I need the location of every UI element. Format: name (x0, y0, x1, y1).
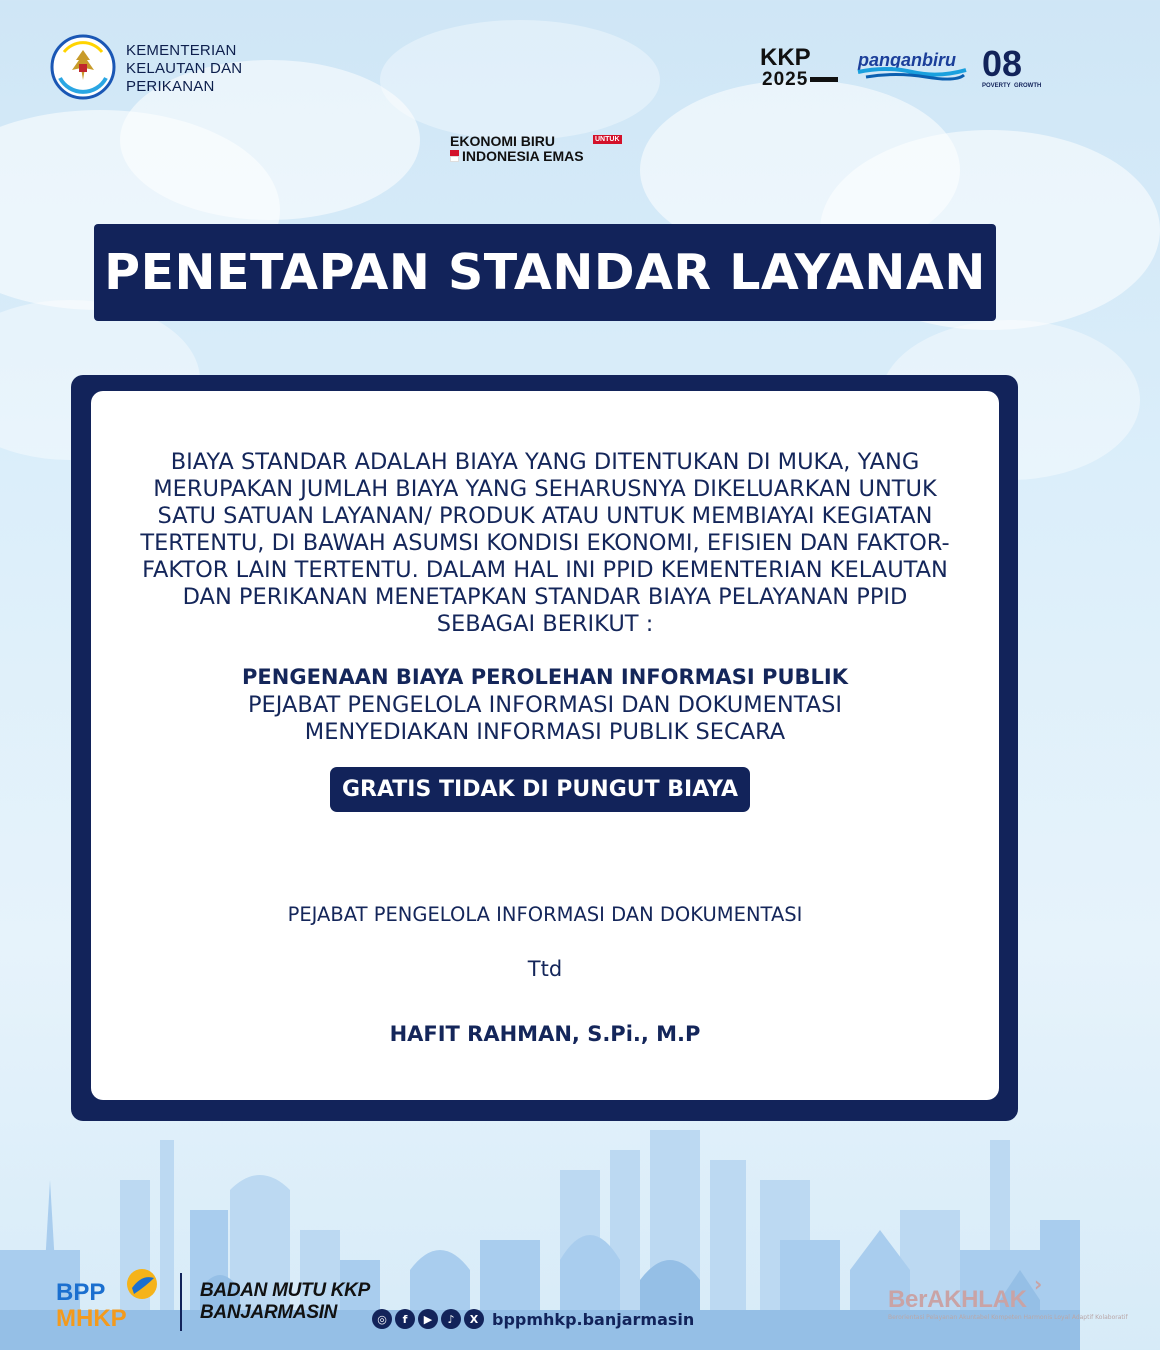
tiktok-icon[interactable]: ♪ (441, 1309, 461, 1329)
eight-percent-growth-logo (982, 42, 1042, 90)
berakhlak-logo (888, 1272, 1128, 1326)
instagram-icon[interactable]: ◎ (372, 1309, 392, 1329)
free-of-charge-badge: GRATIS TIDAK DI PUNGUT BIAYA (330, 767, 750, 812)
ministry-name-line: KELAUTAN DAN (126, 60, 243, 77)
ministry-name-line: PERIKANAN (126, 78, 215, 95)
footer-divider (180, 1273, 182, 1331)
ministry-name (126, 42, 242, 96)
berakhlak-subtitle: Berorientasi Pelayanan Akuntabel Kompeten Harmonis Loyal Adaptif Kolaboratif (888, 1314, 1128, 1321)
signature-ttd: Ttd (527, 957, 563, 981)
growth-logo-left-caption: POVERTY (982, 83, 1011, 89)
kkp-2025-logo-bottom: 2025 (762, 69, 809, 90)
section-subheading: PENGENAAN BIAYA PEROLEHAN INFORMASI PUBLIK (242, 665, 848, 689)
x-icon[interactable]: X (464, 1309, 484, 1329)
standard-cost-paragraph: BIAYA STANDAR ADALAH BIAYA YANG DITENTUKAN DI MUKA, YANG MERUPAKAN JUMLAH BIAYA YANG SEHARUSNYA DIKELUARKAN UNTUK SATU SATUAN LAYANAN/ PRODUK ATAU UNTUK MEMBIAYAI KEGIATAN TERTENTU, DI BAWAH ASUMSI KONDISI EKONOMI, EFISIEN DAN FAKTOR-FAKTOR LAIN TERTENTU. DALAM HAL INI PPID KEMENTERIAN KELAUTAN DAN PERIKANAN MENETAPKAN STANDAR BIAYA PELAYANAN PPID SEBAGAI BERIKUT : (140, 449, 950, 637)
ministry-name-line: KEMENTERIAN (126, 42, 237, 59)
title-banner (94, 224, 996, 321)
badan-mutu-label (200, 1280, 370, 1324)
growth-logo-right-caption: GROWTH (1014, 83, 1042, 89)
kkp-2025-logo-top: KKP (760, 44, 811, 71)
youtube-icon[interactable]: ▶ (418, 1309, 438, 1329)
slogan-line-1: EKONOMI BIRU (450, 133, 555, 149)
official-title: PEJABAT PENGELOLA INFORMASI DAN DOKUMENTASI (287, 903, 803, 926)
facebook-icon[interactable]: f (395, 1309, 415, 1329)
kkp-emblem-icon (50, 34, 116, 100)
slogan-untuk-badge: UNTUK (595, 136, 620, 143)
bpp-logo-line-2: MHKP (56, 1305, 127, 1332)
social-links (372, 1308, 694, 1330)
badan-line: BANJARMASIN (200, 1302, 338, 1323)
slogan-line-2: INDONESIA EMAS (462, 148, 584, 164)
page-title: PENETAPAN STANDAR LAYANAN (104, 244, 986, 301)
ekonomi-biru-slogan (450, 134, 632, 164)
berakhlak-word: BerAKHLAK (888, 1286, 1027, 1313)
chevron-right-icon: › (1034, 1272, 1043, 1296)
indonesia-flag-icon (450, 150, 459, 162)
panganbiru-logo-text: panganbiru (858, 50, 956, 70)
growth-logo-number: 08 (982, 43, 1023, 84)
bpp-mhkp-logo (54, 1266, 164, 1332)
social-handle[interactable]: bppmhkp.banjarmasin (492, 1309, 695, 1329)
section-subtext: PEJABAT PENGELOLA INFORMASI DAN DOKUMENTASI MENYEDIAKAN INFORMASI PUBLIK SECARA (247, 692, 843, 745)
kkp-2025-logo (760, 44, 842, 88)
signer-name: HAFIT RAHMAN, S.Pi., M.P (389, 1022, 701, 1046)
panganbiru-logo (856, 48, 968, 82)
bpp-logo-line-1: BPP (56, 1279, 106, 1306)
badan-line: BADAN MUTU KKP (200, 1280, 370, 1301)
